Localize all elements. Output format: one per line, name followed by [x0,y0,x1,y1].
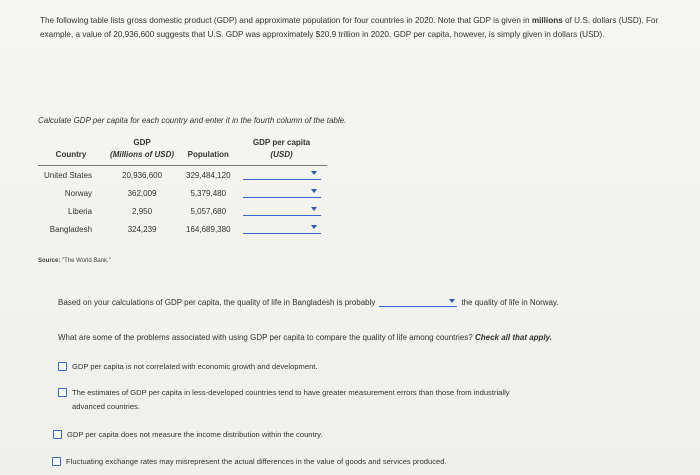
population-cell: 164,689,380 [186,224,231,234]
population-cell: 5,057,680 [190,206,227,216]
checkbox[interactable] [53,430,62,439]
gdp-cell: 324,239 [127,224,157,234]
per-capita-cell [237,184,327,202]
intro-text: The following table lists gross domestic product (GDP) and approximate population for four countries in 2020. Note that GDP is given in millions of U.S. dollars (USD). For example, a value of 20,936,600 suggests that U.S. GDP was approximately $20.9 trillion in 2020. GDP per capita, however, is simply given in dollars (USD). [40,16,659,39]
checkbox[interactable] [58,362,67,371]
option-exchange-rates[interactable]: Fluctuating exchange rates may misrepresent the actual differences in the value of goods and services produced. [66,455,686,469]
country-cell: Bangladesh [49,224,93,234]
per-capita-cell [237,166,327,185]
population-cell: 5,379,480 [190,188,227,198]
chevron-down-icon [311,189,317,193]
header-population: Population [187,150,229,159]
table-row [38,184,327,202]
table-header-row [38,137,327,166]
chevron-down-icon [311,171,317,175]
gdp-per-capita-dropdown-united-states[interactable] [243,168,321,180]
checkbox[interactable] [52,457,61,466]
gdp-per-capita-dropdown-bangladesh[interactable] [243,222,321,234]
table-row [38,166,327,185]
option-measurement-errors[interactable]: The estimates of GDP per capita in less-developed countries tend to have greater measurement errors than those from industrially advanced countries. [72,386,672,414]
option-income-distribution[interactable]: GDP per capita does not measure the income distribution within the country. [67,428,667,442]
country-cell: Norway [64,188,93,198]
header-gdp: GDP (Millions of USD) [110,138,175,159]
chevron-down-icon [311,225,317,229]
gdp-table [38,137,327,238]
gdp-cell: 362,009 [127,188,157,198]
table-row [38,202,327,220]
per-capita-cell [237,220,327,238]
gdp-per-capita-dropdown-norway[interactable] [243,186,321,198]
chevron-down-icon [311,207,317,211]
gdp-per-capita-dropdown-liberia[interactable] [243,204,321,216]
header-gdp-per-capita: GDP per capita (USD) [252,138,311,159]
gdp-cell: 2,950 [132,206,153,216]
table-row [38,220,327,238]
country-cell: Liberia [68,206,93,216]
chevron-down-icon [449,299,455,303]
country-cell: United States [44,170,93,180]
header-country: Country [55,150,87,159]
question-gdp-problems: What are some of the problems associated with using GDP per capita to compare the quality of life among countries? Check all that apply. [58,333,553,342]
option-correlated[interactable]: GDP per capita is not correlated with economic growth and development. [72,360,672,374]
population-cell: 329,484,120 [186,170,231,180]
source-note: Source: "The World Bank." [38,258,111,264]
instruction-text: Calculate GDP per capita for each country and enter it in the fourth column of the table. [38,116,347,125]
per-capita-cell [237,202,327,220]
checkbox[interactable] [58,388,67,397]
gdp-cell: 20,936,600 [122,170,163,180]
question-quality-of-life: Based on your calculations of GDP per capita, the quality of life in Bangladesh is probably the quality of life in Norway. [58,298,559,307]
quality-comparison-dropdown[interactable] [379,296,457,307]
